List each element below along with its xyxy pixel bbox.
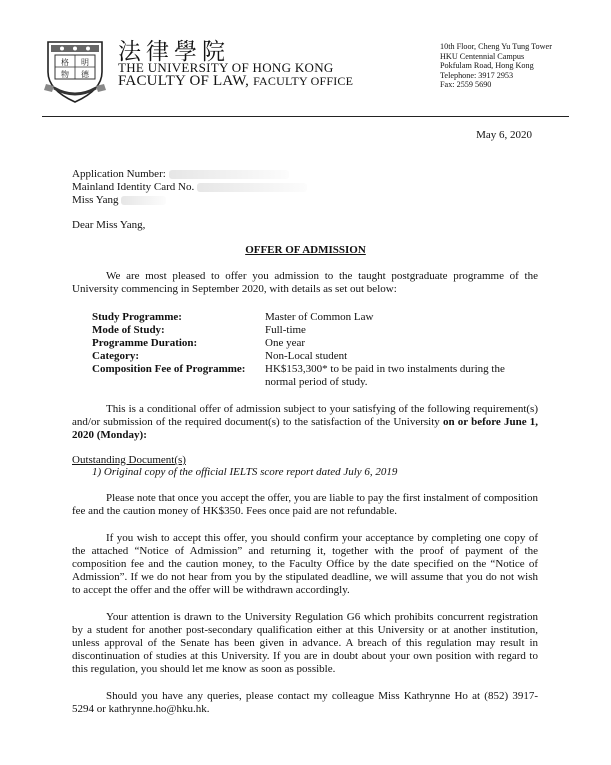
address-line: Telephone: 3917 2953 (440, 70, 514, 80)
redacted-given-name (121, 196, 166, 205)
redacted-identity-number (197, 183, 307, 192)
acceptance-paragraph: If you wish to accept this offer, you should confirm your acceptance by completing one copy of the attached “Notice of Admission” and returning it, together with the proof of payment of the composition fee and the caution money, to the Faculty Office by the date specified on the “Notice of Admission”. If we do not hear from you by the stipulated deadline, we will assume that you do not wish to accept the offer and the offer will be withdrawn accordingly. (72, 532, 538, 596)
redacted-application-number (169, 170, 289, 179)
address-line: Fax: 2559 5690 (440, 80, 492, 90)
crest-char-3: 物 (61, 70, 69, 79)
address-line: 10th Floor, Cheng Yu Tung Tower (440, 42, 552, 51)
detail-row (92, 311, 535, 324)
university-crest-logo (42, 38, 108, 106)
recipient-block (72, 168, 307, 207)
programme-details (92, 311, 535, 389)
outstanding-document-item: 1) Original copy of the official IELTS score report dated July 6, 2019 (92, 466, 398, 478)
detail-label: Category: (92, 350, 140, 362)
fee-notice-paragraph: Please note that once you accept the offer, you are liable to pay the first instalment of composition fee and the caution money of HK$350. Fees once paid are not refundable. (72, 492, 538, 517)
detail-value: One year (265, 337, 306, 349)
offer-title: OFFER OF ADMISSION (245, 244, 366, 256)
detail-label: Programme Duration: (92, 337, 198, 349)
queries-paragraph: Should you have any queries, please contact my colleague Miss Kathrynne Ho at (852) 3917-5294 or kathrynne.ho@hku.hk. (72, 690, 538, 715)
detail-value: Full-time (265, 324, 306, 336)
crest-char-4: 德 (81, 70, 89, 79)
identity-card-label: Mainland Identity Card No. (72, 181, 195, 193)
faculty-office-name: FACULTY OFFICE (253, 74, 354, 88)
condition-paragraph (72, 403, 538, 442)
condition-deadline: on or before June 1, 2020 (Monday): (72, 416, 539, 441)
address-line: Pokfulam Road, Hong Kong (440, 61, 534, 71)
chinese-faculty-name: 法律學院 (118, 39, 230, 65)
faculty-main-name: FACULTY OF LAW, (118, 73, 250, 89)
detail-row (92, 337, 535, 350)
application-number-label: Application Number: (72, 168, 166, 180)
recipient-name: Miss Yang (72, 194, 119, 206)
address-line: HKU Centennial Campus (440, 51, 525, 61)
detail-label: Mode of Study: (92, 324, 165, 336)
detail-label: Study Programme: (92, 311, 182, 323)
intro-paragraph: We are most pleased to offer you admission to the taught postgraduate programme of the University commencing in September 2020, with details as set out below: (72, 270, 538, 295)
condition-text: This is a conditional offer of admission subject to your satisfying of the following requirement(s) and/or submission of the required document(s) to the satisfaction of the University (72, 403, 538, 428)
outstanding-documents-heading: Outstanding Document(s) (72, 454, 186, 466)
faculty-name (118, 73, 353, 90)
letter-date: May 6, 2020 (476, 129, 532, 141)
detail-row (92, 363, 535, 389)
detail-value: Non-Local student (265, 350, 348, 362)
crest-char-1: 格 (61, 58, 69, 67)
detail-value: HK$153,300* to be paid in two instalments during the normal period of study. (265, 363, 505, 388)
crest-char-2: 明 (81, 58, 89, 67)
detail-row (92, 350, 535, 363)
salutation: Dear Miss Yang, (72, 219, 146, 231)
detail-label: Composition Fee of Programme: (92, 363, 246, 375)
regulation-paragraph: Your attention is drawn to the University Regulation G6 which prohibits concurrent registration by a student for another post-secondary qualification either at this University or at another institution, unless approval of the Senate has been given in advance. A breach of this regulation may result in discontinuation of studies at this University. If you are in doubt about your own position with regard to this regulation, you should let me know as soon as possible. (72, 611, 538, 675)
detail-value: Master of Common Law (265, 311, 374, 323)
letterhead-address (440, 42, 552, 90)
university-name: THE UNIVERSITY OF HONG KONG (118, 60, 334, 75)
detail-row (92, 324, 535, 337)
header-divider (42, 116, 569, 117)
